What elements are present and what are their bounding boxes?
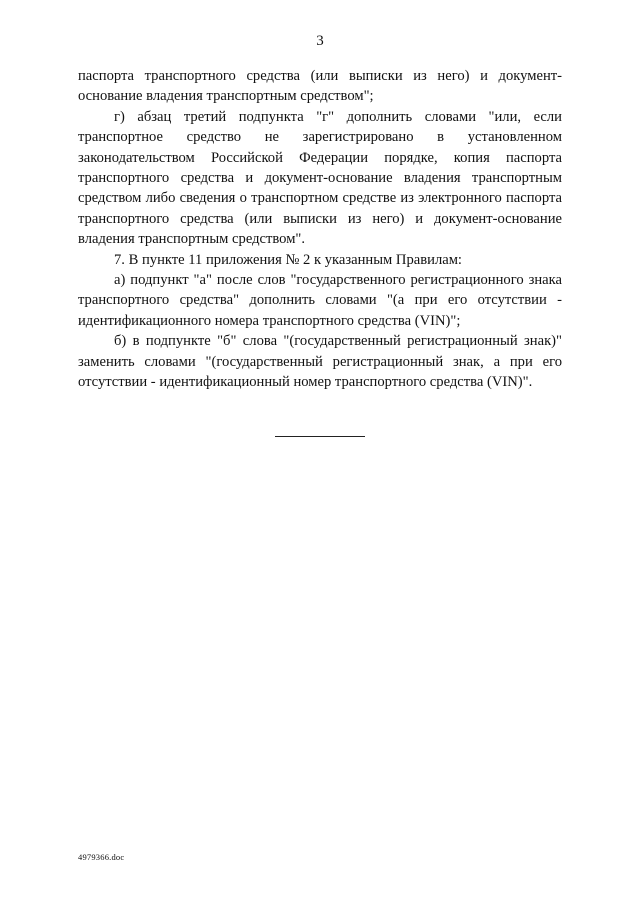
end-separator-line [275, 436, 365, 437]
paragraph-b: б) в подпункте "б" слова "(государственный регистрационный знак)" заменить словами "(государственный регистрационный знак, а при его отсутствии - идентификационный номер транспортного средства (VIN)". [78, 333, 562, 391]
document-body [78, 66, 562, 393]
paragraph-item-7: 7. В пункте 11 приложения № 2 к указанным Правилам: [114, 251, 462, 268]
paragraph-a: а) подпункт "а" после слов "государственного регистрационного знака транспортного средства" дополнить словами "(а при его отсутствии - идентификационного номера транспортного средства (VIN)"; [78, 272, 562, 329]
paragraph-continuation: паспорта транспортного средства (или выписки из него) и документ-основание владения транспортным средством"; [78, 68, 562, 105]
footer-document-id: 4979366.doc [78, 852, 125, 862]
paragraph-g: г) абзац третий подпункта "г" дополнить словами "или, если транспортное средство не зарегистрировано в установленном законодательством Российской Федерации порядке, копия паспорта транспортного средства и документ-основание владения транспортным средством либо сведения о транспортном средстве из электронного паспорта транспортного средства (или выписки из него) и документ-основание владения транспортным средством". [78, 108, 562, 248]
page-number: 3 [316, 33, 324, 49]
